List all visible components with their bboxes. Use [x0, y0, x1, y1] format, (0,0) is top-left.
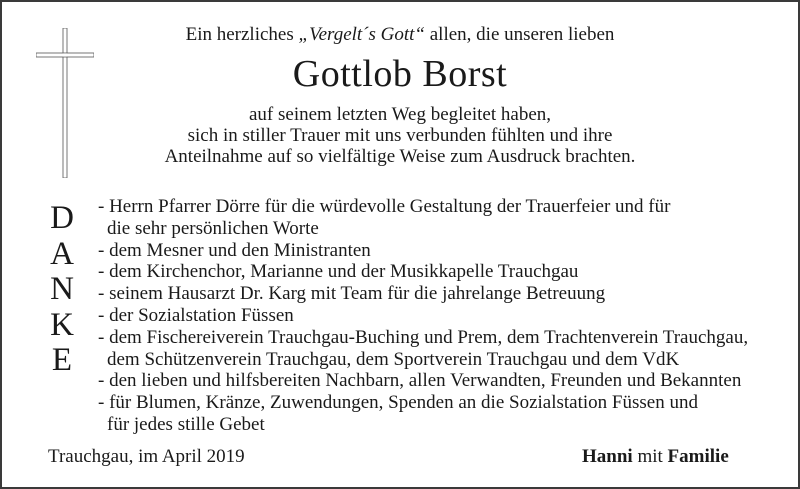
- signer-last: Familie: [667, 446, 729, 467]
- signer-mid: mit: [632, 446, 668, 467]
- danke-vertical: [50, 201, 74, 379]
- thanks-line: - dem Kirchenchor, Marianne und der Musikkapelle Trauchgau: [98, 261, 579, 283]
- danke-letter: A: [50, 235, 74, 272]
- intro-after: allen, die unseren lieben: [425, 24, 615, 45]
- danke-letter: E: [51, 342, 73, 379]
- intro-quote: „Vergelt´s Gott“: [298, 24, 425, 45]
- thanks-line: die sehr persönlichen Worte: [107, 217, 319, 239]
- thanks-line: - dem Fischereiverein Trauchgau-Buching und Prem, dem Trachtenverein Trauchgau,: [98, 326, 749, 348]
- place-date: Trauchgau, im April 2019: [48, 446, 245, 467]
- thanks-line: dem Schützenverein Trauchgau, dem Sportverein Trauchgau und dem VdK: [107, 348, 680, 370]
- intro-before: Ein herzliches: [185, 24, 299, 45]
- danke-letter: N: [50, 271, 74, 308]
- thanks-line: für jedes stille Gebet: [107, 413, 265, 435]
- signer-first: Hanni: [582, 446, 633, 467]
- signature: [582, 446, 729, 468]
- thanks-line: - der Sozialstation Füssen: [98, 304, 294, 326]
- thanks-line: - den lieben und hilfsbereiten Nachbarn, allen Verwandten, Freunden und Bekannten: [98, 370, 742, 392]
- danke-letter: K: [50, 306, 74, 343]
- thanks-line: - für Blumen, Kränze, Zuwendungen, Spenden an die Sozialstation Füssen und: [98, 392, 698, 414]
- thanks-line: - dem Mesner und den Ministranten: [98, 239, 371, 261]
- thanks-line: - seinem Hausarzt Dr. Karg mit Team für die jahrelange Betreuung: [98, 283, 606, 305]
- sub-line: Anteilnahme auf so vielfältige Weise zum Ausdruck brachten.: [164, 146, 636, 167]
- deceased-name: Gottlob Borst: [292, 53, 508, 95]
- sub-line: auf seinem letzten Weg begleitet haben,: [249, 104, 551, 125]
- thanks-list: [98, 196, 788, 436]
- sub-text: [2, 104, 798, 167]
- intro-line: [2, 24, 798, 46]
- danke-letter: D: [50, 200, 74, 236]
- thanks-line: - Herrn Pfarrer Dörre für die würdevolle Gestaltung der Trauerfeier und für: [98, 196, 671, 217]
- sub-line: sich in stiller Trauer mit uns verbunden fühlten und ihre: [187, 125, 613, 146]
